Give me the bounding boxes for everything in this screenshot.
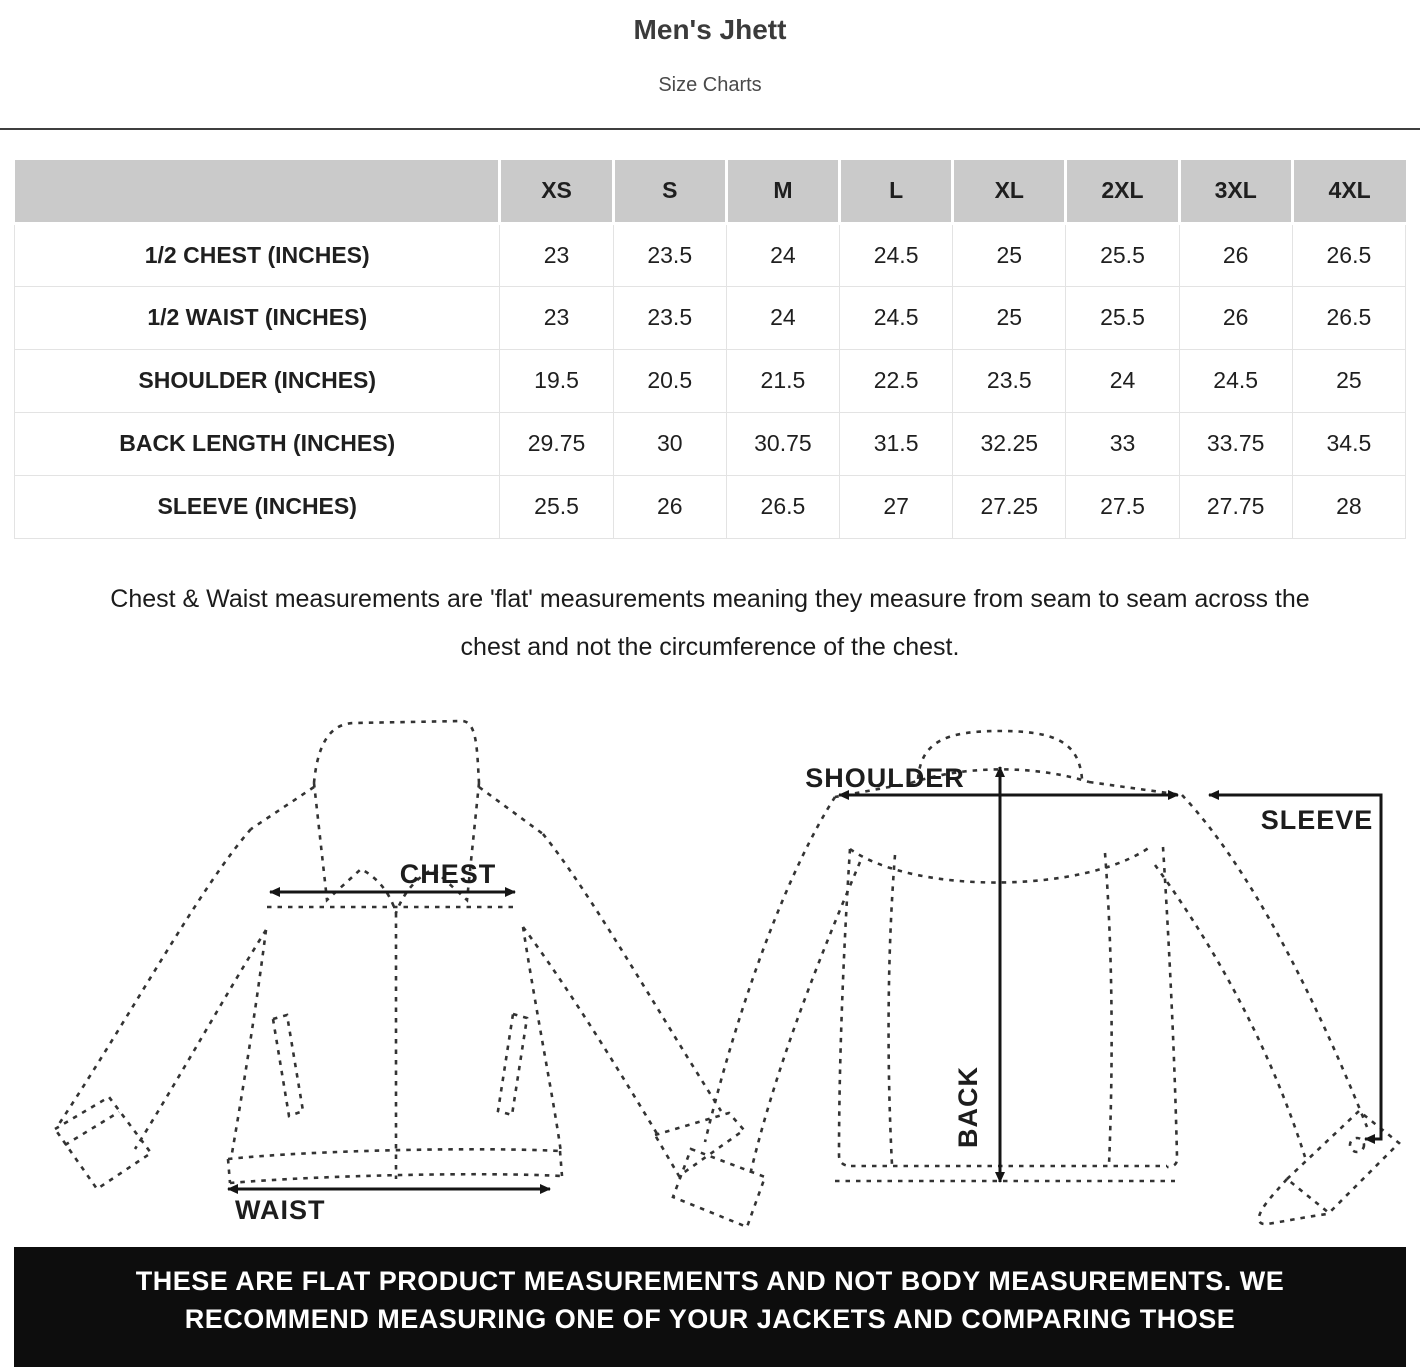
row-label: 1/2 WAIST (INCHES) <box>15 286 500 349</box>
table-row <box>15 286 1406 349</box>
size-value-cell: 19.5 <box>500 349 613 412</box>
size-value-cell: 32.25 <box>953 412 1066 475</box>
size-value-cell: 22.5 <box>840 349 953 412</box>
measurement-note <box>0 575 1420 671</box>
table-row <box>15 475 1406 538</box>
size-value-cell: 21.5 <box>726 349 839 412</box>
footer-banner-line: THESE ARE FLAT PRODUCT MEASUREMENTS AND NOT BODY MEASUREMENTS. WE <box>135 1265 1285 1296</box>
size-value-cell: 26 <box>613 475 726 538</box>
size-value-cell: 25.5 <box>1066 223 1179 286</box>
size-value-cell: 29.75 <box>500 412 613 475</box>
back-label: BACK <box>953 1065 983 1148</box>
column-header-4xl: 4XL <box>1292 160 1405 223</box>
column-header-xs: XS <box>500 160 613 223</box>
size-value-cell: 23 <box>500 223 613 286</box>
shoulder-label: SHOULDER <box>805 762 965 793</box>
size-value-cell: 34.5 <box>1292 412 1405 475</box>
jacket-measurement-diagram <box>15 687 1405 1247</box>
column-header-m: M <box>726 160 839 223</box>
size-value-cell: 27.25 <box>953 475 1066 538</box>
column-header-3xl: 3XL <box>1179 160 1292 223</box>
size-value-cell: 24.5 <box>840 286 953 349</box>
size-value-cell: 26.5 <box>1292 223 1405 286</box>
size-chart-section <box>14 160 1406 539</box>
size-value-cell: 33.75 <box>1179 412 1292 475</box>
size-value-cell: 28 <box>1292 475 1405 538</box>
size-value-cell: 26 <box>1179 286 1292 349</box>
page-header <box>0 0 1420 98</box>
size-value-cell: 23 <box>500 286 613 349</box>
size-value-cell: 25.5 <box>1066 286 1179 349</box>
size-value-cell: 25 <box>953 223 1066 286</box>
size-value-cell: 23.5 <box>613 223 726 286</box>
size-value-cell: 26 <box>1179 223 1292 286</box>
size-value-cell: 33 <box>1066 412 1179 475</box>
size-value-cell: 27 <box>840 475 953 538</box>
column-header-l: L <box>840 160 953 223</box>
size-value-cell: 24 <box>726 286 839 349</box>
table-corner-cell <box>15 160 500 223</box>
measurement-note-line: chest and not the circumference of the chest. <box>460 632 960 661</box>
footer-banner-line: RECOMMEND MEASURING ONE OF YOUR JACKETS AND COMPARING THOSE <box>184 1303 1236 1334</box>
column-header-2xl: 2XL <box>1066 160 1179 223</box>
size-value-cell: 25 <box>1292 349 1405 412</box>
table-row <box>15 412 1406 475</box>
table-row <box>15 223 1406 286</box>
size-value-cell: 27.75 <box>1179 475 1292 538</box>
header-divider <box>0 128 1420 130</box>
size-value-cell: 26.5 <box>726 475 839 538</box>
measurement-note-line: Chest & Waist measurements are 'flat' measurements meaning they measure from seam to seam across the <box>110 584 1310 613</box>
row-label: SHOULDER (INCHES) <box>15 349 500 412</box>
size-chart-table <box>14 160 1406 539</box>
size-value-cell: 20.5 <box>613 349 726 412</box>
size-value-cell: 23.5 <box>953 349 1066 412</box>
size-value-cell: 24.5 <box>840 223 953 286</box>
row-label: 1/2 CHEST (INCHES) <box>15 223 500 286</box>
size-value-cell: 27.5 <box>1066 475 1179 538</box>
size-value-cell: 24.5 <box>1179 349 1292 412</box>
sleeve-arrow <box>1209 795 1381 1139</box>
size-value-cell: 26.5 <box>1292 286 1405 349</box>
waist-label: WAIST <box>235 1194 326 1225</box>
size-value-cell: 31.5 <box>840 412 953 475</box>
page-subtitle: Size Charts <box>658 74 762 96</box>
row-label: BACK LENGTH (INCHES) <box>15 412 500 475</box>
page-title: Men's Jhett <box>633 14 787 45</box>
chest-label: CHEST <box>399 858 497 889</box>
sleeve-label: SLEEVE <box>1260 804 1374 835</box>
size-value-cell: 23.5 <box>613 286 726 349</box>
size-value-cell: 30 <box>613 412 726 475</box>
size-value-cell: 25.5 <box>500 475 613 538</box>
column-header-xl: XL <box>953 160 1066 223</box>
column-header-s: S <box>613 160 726 223</box>
front-jacket-outline <box>55 721 744 1189</box>
size-value-cell: 24 <box>1066 349 1179 412</box>
size-value-cell: 24 <box>726 223 839 286</box>
size-value-cell: 25 <box>953 286 1066 349</box>
row-label: SLEEVE (INCHES) <box>15 475 500 538</box>
size-value-cell: 30.75 <box>726 412 839 475</box>
footer-banner <box>14 1247 1406 1367</box>
table-row <box>15 349 1406 412</box>
